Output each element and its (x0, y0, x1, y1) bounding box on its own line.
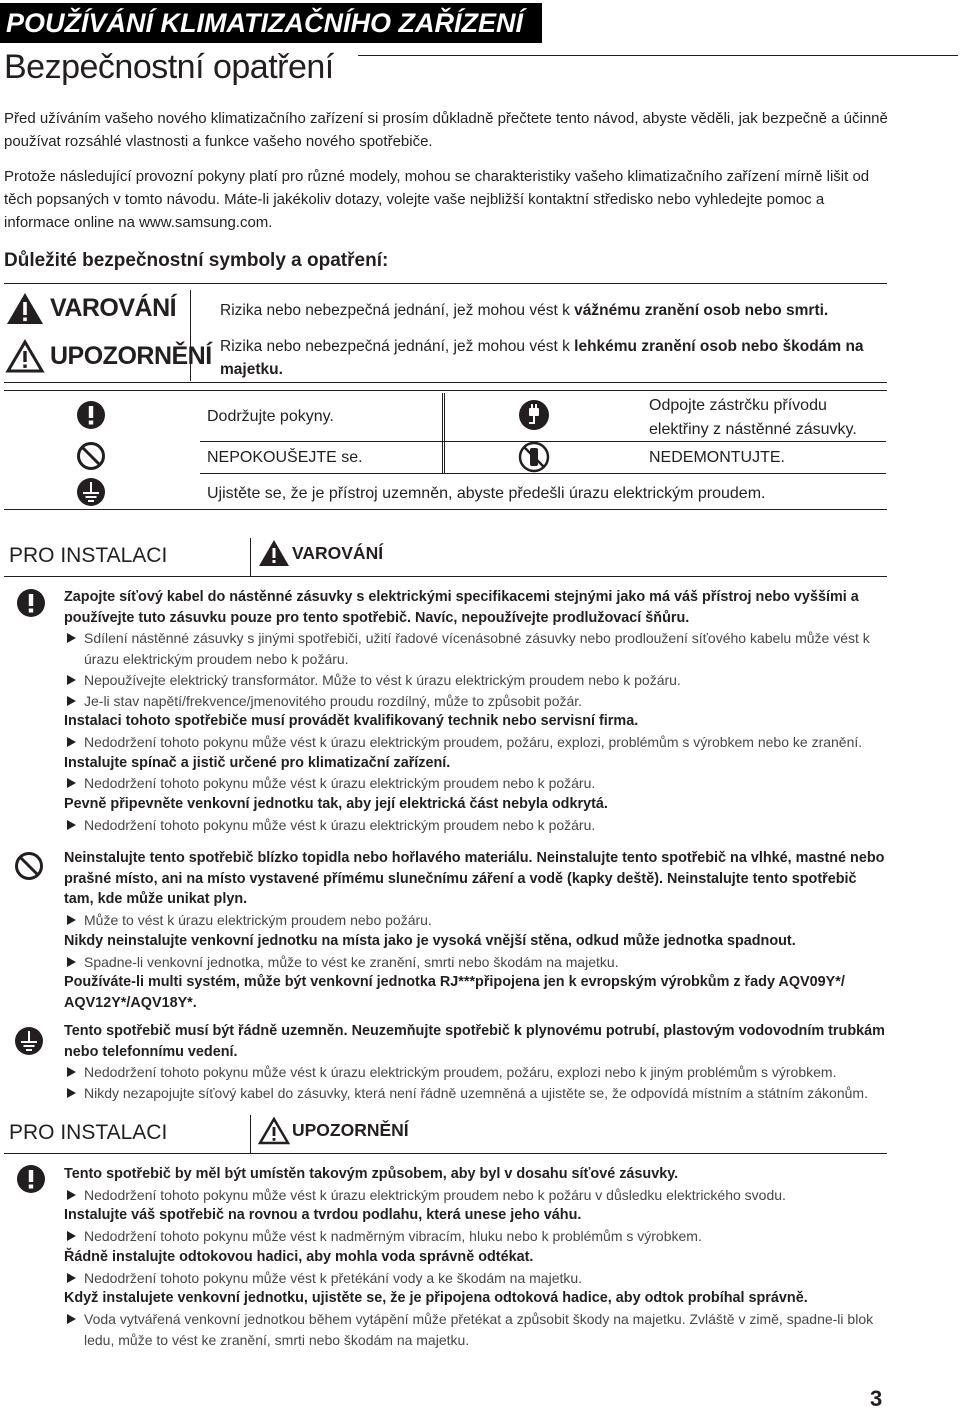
intro-sentence-3: Máte-li jakékoliv dotazy, volejte vaše nejbližší kontaktní středisko nebo vyhledejte pomoc a informace online na www.samsung.com. (4, 191, 825, 231)
no-disassemble-icon (518, 441, 550, 473)
chapter-banner (0, 3, 542, 43)
symbols-heading: Důležité bezpečnostní symboly a opatření: (4, 250, 389, 271)
section2-title: PRO INSTALACI (9, 1121, 168, 1144)
symbol-disassemble-text: NEDEMONTUJTE. (649, 449, 785, 466)
instruction-item: Když instalujete venkovní jednotku, ujistěte se, že je připojena odtoková hadice, aby odtok probíhal správně. (64, 1290, 808, 1307)
symbol-do-not-text: NEPOKOUŠEJTE se. (207, 449, 363, 466)
mandatory-icon (76, 400, 106, 430)
consequence-bullet: Sdílení nástěnné zásuvky s jinými spotřebiči, užití řadové vícenásobné zásuvky nebo prodloužení síťového kabelu může vést k úrazu elektrickým proudem nebo k požáru. (64, 628, 889, 669)
section1-rule (4, 576, 887, 577)
title-rule (358, 55, 958, 56)
caution-label: UPOZORNĚNÍ (50, 342, 212, 370)
section1-mandatory-group (64, 587, 889, 835)
consequence-bullet: Nedodržení tohoto pokynu může vést k úrazu elektrickým proudem, požáru, explozi, problémům s výrobkem nebo ke zranění. (64, 732, 889, 753)
symbols-row-rule (200, 473, 886, 474)
chapter-banner-text: POUŽÍVÁNÍ KLIMATIZAČNÍHO ZAŘÍZENÍ (6, 8, 523, 38)
warning-description (220, 299, 900, 322)
section2-level: UPOZORNĚNÍ (292, 1120, 409, 1140)
instruction-item: Neinstalujte tento spotřebič blízko topidla nebo hořlavého materiálu. Neinstalujte tento spotřebič na vlhké, mastné nebo prašné místo, ani na místo vystavené přímému slunečnímu záření a vodě (kapky deště). Neinstalujte tento spotřebič tam, kde může unikat plyn. (64, 850, 885, 908)
symbol-follow-text: Dodržujte pokyny. (207, 408, 334, 425)
section2-mandatory-group (64, 1164, 889, 1350)
section2-mandatory-icon (16, 1164, 46, 1194)
unplug-icon (518, 399, 550, 431)
instruction-item: Zapojte síťový kabel do nástěnné zásuvky s elektrickými specifikacemi stejnými jako má váš přístroj nebo vyššími a používejte tuto zásuvku pouze pro tento spotřebič. Navíc, nepoužívejte prodlužovací šňůru. (64, 589, 859, 626)
symbols-bottom-rule (4, 509, 887, 510)
section2-rule (4, 1153, 887, 1154)
consequence-bullet: Je-li stav napětí/frekvence/jmenovitého proudu rozdílný, může to způsobit požár. (64, 691, 889, 712)
caution-desc-prefix: Rizika nebo nebezpečná jednání, jež mohou vést k (220, 338, 575, 355)
instruction-item: Instalujte spínač a jistič určené pro klimatizační zařízení. (64, 754, 451, 771)
caution-triangle-icon (5, 339, 45, 374)
legend-top-rule (4, 283, 887, 284)
instruction-item: Tento spotřebič musí být řádně uzemněn. Neuzemňujte spotřebič k plynovému potrubí, plastovým vodovodním trubkám nebo telefonnímu vedení. (64, 1023, 885, 1060)
consequence-bullet: Může to vést k úrazu elektrickým proudem nebo požáru. (64, 910, 889, 931)
page-number: 3 (870, 1386, 883, 1411)
section1-ground-group (64, 1021, 889, 1104)
instruction-item: Řádně instalujte odtokovou hadici, aby mohla voda správně odtékat. (64, 1248, 534, 1265)
ground-icon (76, 477, 106, 507)
legend-bottom-rule (4, 382, 887, 383)
caution-description (220, 335, 900, 381)
instruction-item: Tento spotřebič by měl být umístěn takovým způsobem, aby byl v dosahu síťové zásuvky. (64, 1166, 679, 1182)
intro-paragraph-2 (4, 165, 894, 234)
consequence-bullet: Nedodržení tohoto pokynu může vést k úrazu elektrickým proudem nebo k požáru. (64, 815, 889, 836)
instruction-item: Používáte-li multi systém, může být venkovní jednotka RJ***připojena jen k evropským výrobkům z řady AQV09Y*/ AQV12Y*/AQV18Y*. (64, 974, 845, 1011)
section1-prohibited-icon (14, 851, 44, 881)
consequence-bullet: Nedodržení tohoto pokynu může vést k nadměrným vibracím, hluku nebo k problémům s výrobkem. (64, 1226, 889, 1247)
caution-desc-bold: lehkému zranění osob nebo škodám na majetku. (220, 338, 864, 378)
symbols-column-divider (442, 393, 445, 473)
consequence-bullet: Voda vytvářená venkovní jednotkou během vytápění může přetékat a způsobit škody na majetku. Zvláště v zimě, spadne-li blok ledu, může to vést ke zranění, smrti nebo škodám na majetku. (64, 1309, 889, 1350)
symbols-top-rule (4, 390, 887, 391)
prohibited-icon (76, 441, 106, 471)
consequence-bullet: Nikdy nezapojujte síťový kabel do zásuvky, která není řádně uzemněná a ujistěte se, že odpovídá místním a státním zákonům. (64, 1083, 889, 1104)
instruction-item: Instalujte váš spotřebič na rovnou a tvrdou podlahu, která unese jeho váhu. (64, 1207, 582, 1224)
section2-caution-icon (258, 1117, 290, 1145)
symbol-ground-text: Ujistěte se, že je přístroj uzemněn, abyste předešli úrazu elektrickým proudem. (207, 485, 766, 502)
section1-mandatory-icon (16, 588, 46, 618)
section1-title: PRO INSTALACI (9, 544, 168, 567)
warning-triangle-icon (5, 291, 45, 326)
instruction-item: Nikdy neinstalujte venkovní jednotku na místa jako je vysoká vnější stěna, odkud může jednotka spadnout. (64, 932, 796, 949)
warning-desc-prefix: Rizika nebo nebezpečná jednání, jež mohou vést k (220, 302, 575, 319)
intro-sentence-2: Protože následující provozní pokyny platí pro různé modely, mohou se charakteristiky vašeho klimatizačního zařízení mírně lišit od těch popsaných v tomto návodu. (4, 168, 870, 208)
consequence-bullet: Nedodržení tohoto pokynu může vést k přetékání vody a ke škodám na majetku. (64, 1268, 889, 1289)
instruction-item: Instalaci tohoto spotřebiče musí provádět kvalifikovaný technik nebo servisní firma. (64, 713, 639, 730)
page-title: Bezpečnostní opatření (4, 48, 334, 86)
section1-level: VAROVÁNÍ (292, 543, 384, 563)
section1-ground-icon (14, 1026, 44, 1056)
section1-divider (250, 538, 251, 576)
instruction-item: Pevně připevněte venkovní jednotku tak, aby její elektrická část nebyla odkrytá. (64, 796, 608, 813)
section2-divider (250, 1115, 251, 1153)
consequence-bullet: Nedodržení tohoto pokynu může vést k úrazu elektrickým proudem, požáru, explozi nebo k jiným problémům s výrobkem. (64, 1062, 889, 1083)
consequence-bullet: Nepoužívejte elektrický transformátor. Může to vést k úrazu elektrickým proudem nebo k požáru. (64, 670, 889, 691)
symbol-unplug-text: Odpojte zástrčku přívodu elektřiny z nástěnné zásuvky. (649, 397, 857, 438)
consequence-bullet: Nedodržení tohoto pokynu může vést k úrazu elektrickým proudem nebo k požáru. (64, 773, 889, 794)
warning-desc-bold: vážnému zranění osob nebo smrti. (574, 302, 829, 319)
section1-warning-icon (258, 539, 290, 567)
consequence-bullet: Spadne-li venkovní jednotka, může to vést ke zranění, smrti nebo škodám na majetku. (64, 952, 889, 973)
warning-label: VAROVÁNÍ (50, 294, 177, 322)
consequence-bullet: Nedodržení tohoto pokynu může vést k úrazu elektrickým proudem nebo k požáru v důsledku elektrického svodu. (64, 1185, 889, 1206)
section1-prohibited-group (64, 848, 889, 1014)
intro-paragraph-1: Před užíváním vašeho nového klimatizačního zařízení si prosím důkladně přečtete tento návod, abyste věděli, jak bezpečně a účinně používat rozsáhlé vlastnosti a funkce vašeho nového spotřebiče. (4, 110, 888, 150)
